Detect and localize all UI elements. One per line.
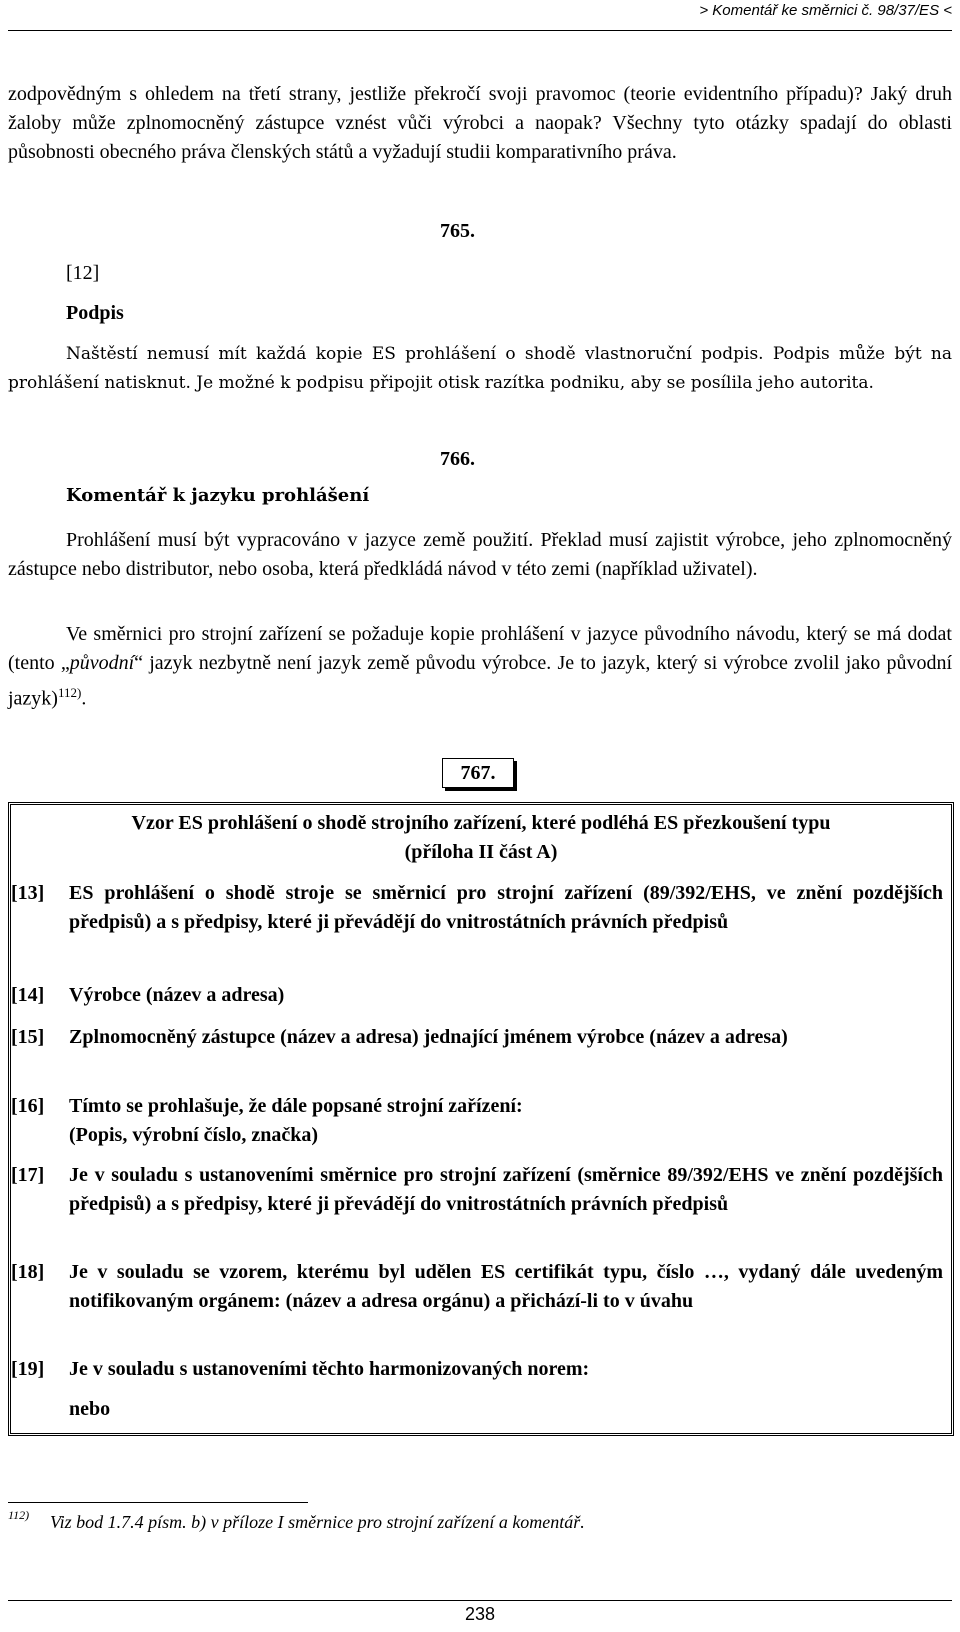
item-number: [16] <box>11 1095 45 1117</box>
original-word-italic: původní <box>69 652 135 674</box>
footnote-mark: 112) <box>8 1508 30 1522</box>
language-paragraph-2-end: . <box>81 687 87 710</box>
intro-paragraph: zodpovědným s ohledem na třetí strany, jestliže překročí svoji pravomoc (teorie evidentního případu)? Jaký druh žaloby může zplnomocněný zástupce vznést vůči výrobci a naopak? Všechny tyto otázky spadají do oblasti působnosti obecného práva členských států a vyžadují studii komparativního práva. <box>8 83 952 163</box>
signature-paragraph: Naštěstí nemusí mít každá kopie ES prohlášení o shodě vlastnoruční podpis. Podpis může být na prohlášení natisknut. Je možné k podpisu připojit otisk razítka podniku, aby se posílila jeho autorita. <box>8 344 952 393</box>
item-text: Je v souladu s ustanoveními těchto harmonizovaných norem: <box>69 1358 590 1380</box>
item-text: Zplnomocněný zástupce (název a adresa) jednající jménem výrobce (název a adresa) <box>69 1026 788 1048</box>
paragraph-number-767-box: 767. <box>442 758 514 788</box>
item-number: [17] <box>11 1164 45 1186</box>
item-number: [18] <box>11 1261 45 1283</box>
section-heading-podpis: Podpis <box>66 302 124 324</box>
language-paragraph-2-part-a: Ve směrnici pro strojní zařízení se požaduje kopie prohlášení v jazyce původního návodu, který se má dodat (tento „ <box>8 623 952 674</box>
language-paragraph-2-part-b: “ jazyk nezbytně není jazyk země původu výrobce. Je to jazyk, který si výrobce zvolil jako původní jazyk) <box>8 652 952 710</box>
language-paragraph-2 <box>8 620 952 714</box>
item-number: [13] <box>11 882 45 904</box>
item-number: [19] <box>11 1358 45 1380</box>
title-line-1: Vzor ES prohlášení o shodě strojního zařízení, které podléhá ES přezkoušení typu <box>131 812 831 834</box>
item-text: Výrobce (název a adresa) <box>69 984 285 1006</box>
item-number: [15] <box>11 1026 45 1048</box>
footnote-separator <box>8 1502 308 1503</box>
footer-separator <box>8 1600 952 1601</box>
item-text-line-2: nebo <box>69 1398 111 1420</box>
paragraph-number-765: 765. <box>440 220 475 242</box>
declaration-template-title <box>11 809 951 867</box>
footnote-text: Viz bod 1.7.4 písm. b) v příloze I směrnice pro strojní zařízení a komentář. <box>50 1512 585 1532</box>
item-text: Je v souladu se vzorem, kterému byl udělen ES certifikát typu, číslo …, vydaný dále uvedeným notifikovaným orgánem: (název a adresa orgánu) a přichází-li to v úvahu <box>69 1261 943 1312</box>
reference-marker-12: [12] <box>66 262 100 284</box>
item-number: [14] <box>11 984 45 1006</box>
section-heading-language: Komentář k jazyku prohlášení <box>66 485 370 506</box>
page-number: 238 <box>464 1604 496 1624</box>
item-text: Tímto se prohlašuje, že dále popsané strojní zařízení: <box>69 1095 523 1117</box>
running-title: > Komentář ke směrnici č. 98/37/ES < <box>699 2 952 19</box>
declaration-template-box <box>8 802 954 1436</box>
running-header <box>8 0 952 31</box>
item-text: ES prohlášení o shodě stroje se směrnicí pro strojní zařízení (89/392/EHS, ve znění pozdějších předpisů) a s předpisy, které ji převádějí do vnitrostátních právních předpisů <box>69 882 943 933</box>
title-line-2: (příloha II část A) <box>404 841 558 863</box>
language-paragraph-1: Prohlášení musí být vypracováno v jazyce země použití. Překlad musí zajistit výrobce, jeho zplnomocněný zástupce nebo distributor, nebo osoba, která předkládá návod v této zemi (například uživatel). <box>8 529 952 580</box>
paragraph-number-766: 766. <box>440 448 475 470</box>
item-text-line-2: (Popis, výrobní číslo, značka) <box>69 1124 319 1146</box>
item-text: Je v souladu s ustanoveními směrnice pro strojní zařízení (směrnice 89/392/EHS ve znění pozdějších předpisů) a s předpisy, které ji převádějí do vnitrostátních právních předpisů <box>69 1164 943 1215</box>
footnote-reference-112[interactable]: 112) <box>57 685 82 700</box>
